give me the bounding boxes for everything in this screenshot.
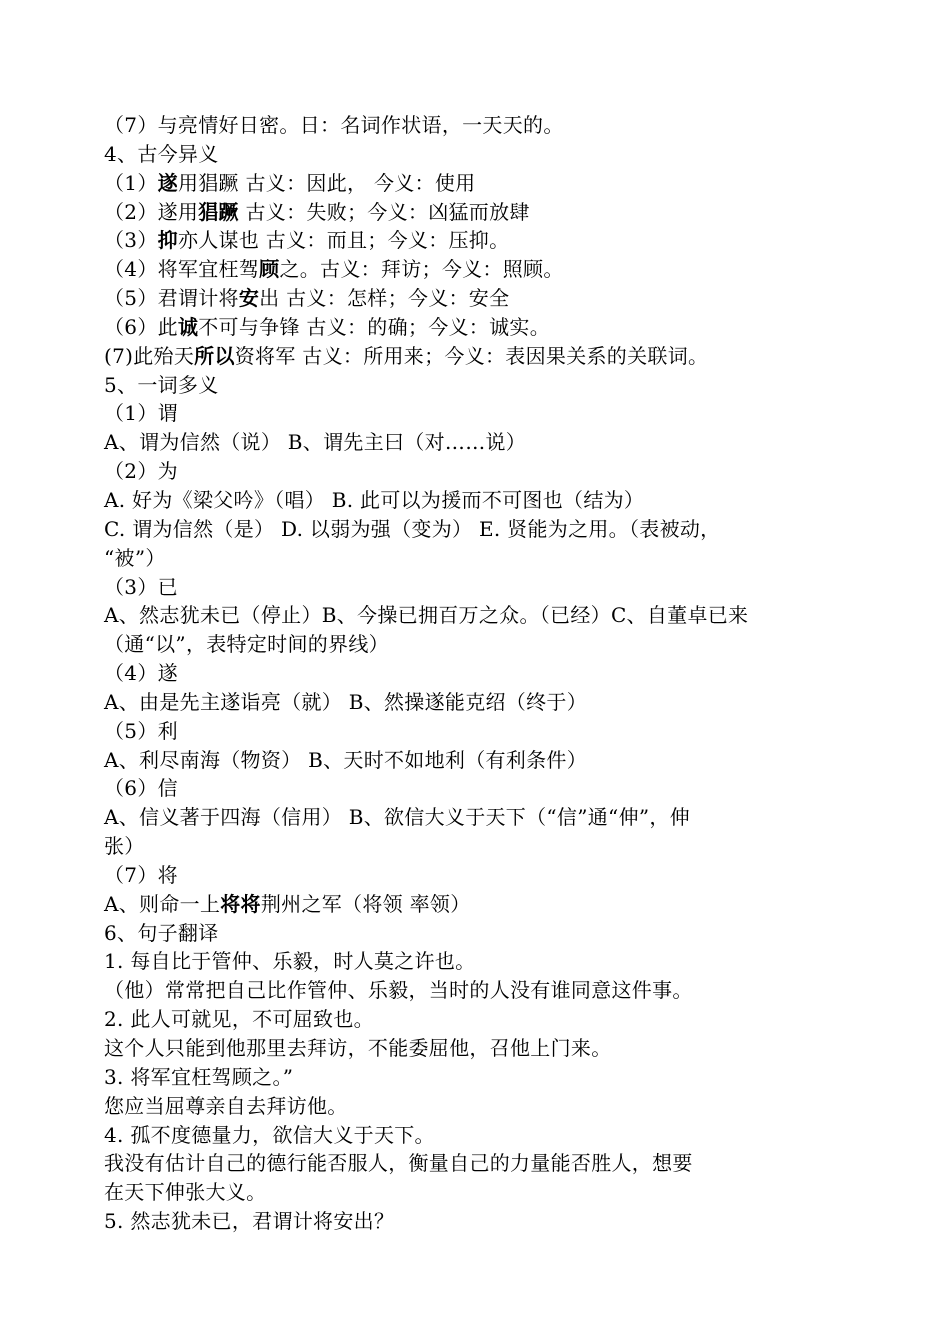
text-line: [104, 1005, 754, 1034]
text-line: [104, 140, 754, 169]
text-run: A、信义著于四海（信用） B、欲信大义于天下（“信”通“伸”，伸: [104, 805, 690, 830]
text-run: （1）: [104, 170, 158, 195]
text-run: （1）谓: [104, 401, 178, 426]
text-run: （7）与亮情好日密。日：名词作状语，一天天的。: [104, 113, 564, 137]
text-line: [104, 746, 754, 775]
text-run: 张）: [104, 834, 145, 859]
text-run: 1. 每自比于管仲、乐毅，时人莫之许也。: [104, 949, 476, 974]
text-run: （通“以”，表特定时间的界线）: [104, 632, 389, 657]
text-run: 用猖蹶 古义：因此， 今义：使用: [177, 170, 476, 195]
text-run: 古义：失败；今义：凶猛而放肆: [238, 199, 530, 224]
text-run: （4）遂: [104, 661, 178, 686]
bold-term: 抑: [157, 228, 178, 253]
text-line: [104, 198, 754, 227]
text-line: [104, 342, 754, 371]
text-run: “被”）: [104, 545, 166, 570]
text-line: [104, 803, 754, 832]
text-run: （2）遂用: [104, 199, 199, 224]
text-line: [104, 399, 754, 428]
text-run: 3. 将军宜枉驾顾之。”: [104, 1064, 294, 1089]
bold-term: 将将: [220, 891, 261, 916]
text-run: （7）将: [104, 862, 178, 887]
text-run: （他）常常把自己比作管仲、乐毅，当时的人没有谁同意这件事。: [104, 978, 693, 1003]
text-run: （4）将军宜枉驾: [104, 257, 260, 282]
text-line: [104, 111, 754, 140]
text-line: [104, 688, 754, 717]
text-run: 亦人谋也 古义：而且；今义：压抑。: [177, 228, 510, 253]
text-line: [104, 457, 754, 486]
text-line: [104, 486, 754, 515]
text-run: 您应当屈尊亲自去拜访他。: [104, 1093, 348, 1118]
text-line: [104, 919, 754, 948]
text-line: [104, 255, 754, 284]
text-run: 出 古义：怎样；今义：安全: [259, 286, 510, 311]
text-line: [104, 659, 754, 688]
text-run: 6、句子翻译: [104, 920, 219, 945]
text-run: C. 谓为信然（是） D. 以弱为强（变为） E. 贤能为之用。（表被动，: [104, 516, 721, 541]
text-run: 荆州之军（将领 率领）: [260, 891, 471, 916]
text-line: [104, 1178, 754, 1207]
text-run: （2）为: [104, 459, 178, 484]
text-line: [104, 169, 754, 198]
text-line: [104, 947, 754, 976]
bold-term: 顾: [259, 257, 280, 282]
bold-term: 所以: [194, 343, 235, 368]
text-run: 5、一词多义: [104, 372, 219, 397]
text-line: [104, 515, 754, 544]
text-run: （5）利: [104, 718, 178, 743]
text-line: [104, 861, 754, 890]
text-line: [104, 601, 754, 630]
text-run: （6）此: [104, 314, 178, 339]
bold-term: 遂: [157, 170, 178, 195]
text-line: [104, 226, 754, 255]
bold-term: 诚: [177, 314, 199, 339]
text-run: 2. 此人可就见，不可屈致也。: [104, 1007, 374, 1032]
text-line: [104, 976, 754, 1005]
text-line: [104, 1207, 754, 1236]
text-line: [104, 1063, 754, 1092]
text-line: [104, 313, 754, 342]
bold-term: 猖蹶: [198, 199, 239, 224]
text-run: A. 好为《梁父吟》（唱） B. 此可以为援而不可图也（结为）: [104, 487, 645, 512]
text-line: [104, 1092, 754, 1121]
text-line: [104, 1121, 754, 1150]
text-run: 在天下伸张大义。: [104, 1180, 267, 1205]
text-line: [104, 774, 754, 803]
text-run: A、则命一上: [104, 891, 221, 916]
text-run: 这个人只能到他那里去拜访，不能委屈他，召他上门来。: [104, 1036, 612, 1060]
text-run: 我没有估计自己的德行能否服人，衡量自己的力量能否胜人，想要: [104, 1151, 693, 1176]
text-line: [104, 1149, 754, 1178]
text-run: A、然志犹未已（停止）B、今操已拥百万之众。（已经）C、自董卓已来: [104, 603, 749, 628]
document-body: [104, 111, 754, 1236]
text-line: [104, 428, 754, 457]
text-line: [104, 630, 754, 659]
text-run: A、谓为信然（说） B、谓先主曰（对……说）: [104, 430, 527, 455]
text-run: 资将军 古义：所用来；今义：表因果关系的关联词。: [234, 343, 709, 368]
text-run: A、利尽南海（物资） B、天时不如地利（有利条件）: [104, 747, 587, 772]
text-run: （6）信: [104, 776, 178, 801]
text-line: [104, 284, 754, 313]
text-line: [104, 573, 754, 602]
text-run: （3）: [104, 228, 158, 253]
text-line: [104, 371, 754, 400]
text-line: [104, 890, 754, 919]
text-run: （5）君谓计将: [104, 286, 239, 311]
text-run: 5. 然志犹未已，君谓计将安出？: [104, 1209, 395, 1234]
text-run: 4. 孤不度德量力，欲信大义于天下。: [104, 1122, 435, 1147]
bold-term: 安: [238, 286, 260, 311]
text-line: [104, 1034, 754, 1063]
text-run: A、由是先主遂诣亮（就） B、然操遂能克绍（终于）: [104, 689, 587, 714]
text-run: （3）已: [104, 574, 178, 599]
text-run: 4、古今异义: [104, 141, 219, 166]
text-run: 不可与争锋 古义：的确；今义：诚实。: [198, 314, 551, 339]
text-run: 之。古义：拜访；今义：照顾。: [279, 257, 564, 282]
text-run: (7)此殆天: [104, 343, 195, 368]
text-line: [104, 544, 754, 573]
text-line: [104, 717, 754, 746]
text-line: [104, 832, 754, 861]
